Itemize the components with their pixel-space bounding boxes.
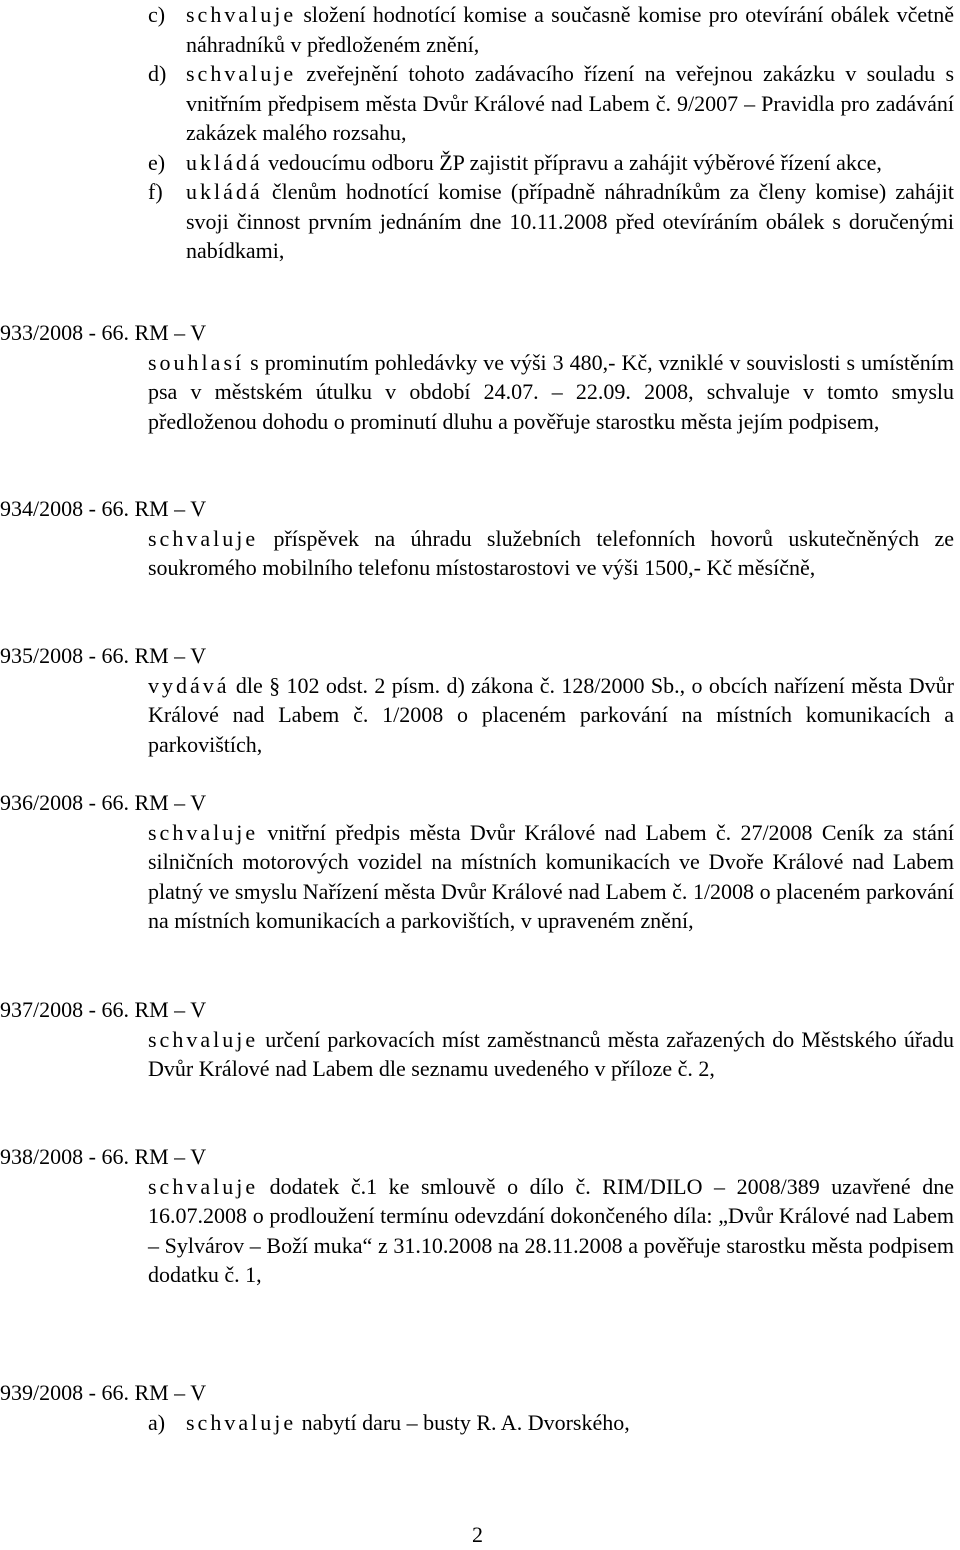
resolution-number: 937/2008 - 66. RM – V <box>0 997 207 1022</box>
resolution-text: dodatek č.1 ke smlouvě o dílo č. RIM/DILO – 2008/389 uzavřené dne 16.07.2008 o prodloužení termínu odevzdání dokončeného díla: „Dvůr Králové nad Labem – Sylvárov – Boží muka“ z 31.10.2008 na 28.11.2008 a pověřuje starostku města podpisem dodatku č. 1, <box>148 1173 954 1287</box>
item-text: zveřejnění tohoto zadávacího řízení na veřejnou zakázku v souladu s vnitřním předpisem města Dvůr Králové nad Labem č. 9/2007 – Pravidla pro zadávání zakázek malého rozsahu, <box>186 61 954 145</box>
resolution-number: 936/2008 - 66. RM – V <box>0 790 207 815</box>
resolution-number: 939/2008 - 66. RM – V <box>0 1380 207 1405</box>
resolution-936 <box>0 788 960 936</box>
item-verb: ukládá <box>186 179 263 204</box>
item-text: složení hodnotící komise a současně komise pro otevírání obálek včetně náhradníků v předloženém znění, <box>186 2 954 57</box>
item-text: vedoucímu odboru ŽP zajistit přípravu a zahájit výběrové řízení akce, <box>262 149 882 175</box>
resolution-text: vnitřní předpis města Dvůr Králové nad Labem č. 27/2008 Ceník za stání silničních motorových vozidel na místních komunikacích ve Dvoře Králové nad Labem platný ve smyslu Nařízení města Dvůr Králové nad Labem č. 1/2008 o placeném parkování na místních komunikacích a parkovištích, v upraveném znění, <box>148 819 954 933</box>
resolution-number: 934/2008 - 66. RM – V <box>0 496 207 521</box>
resolution-number: 938/2008 - 66. RM – V <box>0 1144 207 1169</box>
resolution-verb: schvaluje <box>148 1026 259 1052</box>
resolution-number: 935/2008 - 66. RM – V <box>0 643 207 668</box>
resolution-text: dle § 102 odst. 2 písm. d) zákona č. 128/2000 Sb., o obcích nařízení města Dvůr Králové nad Labem č. 1/2008 o placeném parkování na místních komunikacích a parkovištích, <box>148 672 954 757</box>
page-number: 2 <box>472 1522 483 1547</box>
resolution-935 <box>0 641 960 759</box>
item-verb: schvaluje <box>186 61 297 86</box>
item-verb: schvaluje <box>186 1409 297 1435</box>
resolution-verb: schvaluje <box>148 819 259 845</box>
list-item <box>148 1408 954 1438</box>
resolution-items-continuation <box>148 0 954 266</box>
resolution-933 <box>0 318 960 436</box>
item-label: a) <box>148 1409 166 1435</box>
resolution-939 <box>0 1378 960 1437</box>
resolution-verb: souhlasí <box>148 349 245 375</box>
resolution-number: 933/2008 - 66. RM – V <box>0 320 207 345</box>
item-label: e) <box>148 149 166 175</box>
list-item <box>148 148 954 178</box>
resolution-text: s prominutím pohledávky ve výši 3 480,- Kč, vzniklé v souvislosti s umístěním psa v městském útulku v období 24.07. – 22.09. 2008, schvaluje v tomto smyslu předloženou dohodu o prominutí dluhu a pověřuje starostku města jejím podpisem, <box>148 349 954 434</box>
resolution-937 <box>0 995 960 1084</box>
item-verb: schvaluje <box>186 2 297 27</box>
list-item <box>148 177 954 266</box>
list-item <box>148 0 954 59</box>
item-label: f) <box>148 179 163 204</box>
resolution-938 <box>0 1142 960 1290</box>
item-label: d) <box>148 61 167 86</box>
resolution-verb: schvaluje <box>148 1173 259 1199</box>
resolution-verb: vydává <box>148 672 230 698</box>
item-label: c) <box>148 2 166 27</box>
item-text: nabytí daru – busty R. A. Dvorského, <box>296 1409 630 1435</box>
resolution-text: příspěvek na úhradu služebních telefonních hovorů uskutečněných ze soukromého mobilního telefonu místostarostovi ve výši 1500,- Kč měsíčně, <box>148 525 954 580</box>
item-verb: ukládá <box>186 149 263 175</box>
resolution-text: určení parkovacích míst zaměstnanců města zařazených do Městského úřadu Dvůr Králové nad Labem dle seznamu uvedeného v příloze č. 2, <box>148 1026 954 1081</box>
list-item <box>148 59 954 148</box>
item-text: členům hodnotící komise (případně náhradníkům za členy komise) zahájit svoji činnost prvním jednáním dne 10.11.2008 před otevíráním obálek s doručenými nabídkami, <box>186 179 954 263</box>
resolution-verb: schvaluje <box>148 525 259 551</box>
resolution-934 <box>0 494 960 583</box>
